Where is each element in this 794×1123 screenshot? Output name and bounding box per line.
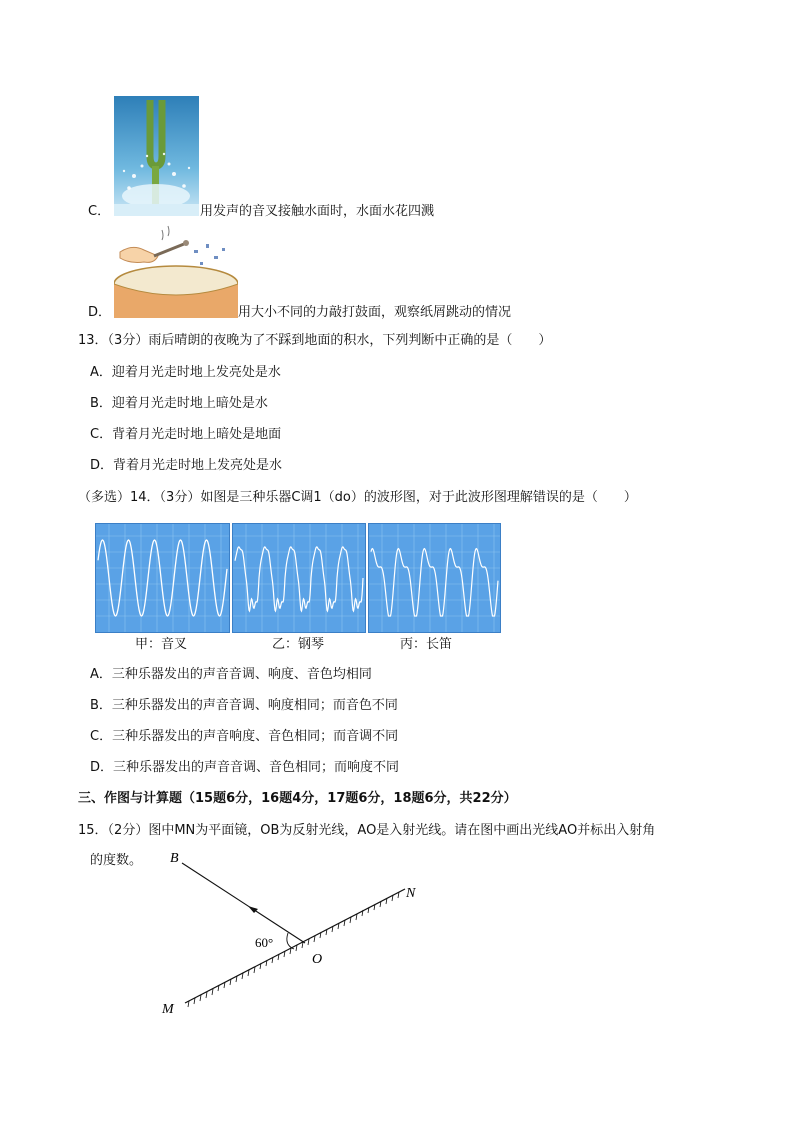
option-d-text: 用大小不同的力敲打鼓面，观察纸屑跳动的情况 [238,305,512,320]
caption-tuning-fork: 甲：音叉 [135,637,188,652]
question-14-option-d: D．三种乐器发出的声音音调、音色相同；而响度不同 [90,760,400,775]
question-15-stem-line-2: 的度数。 [90,853,143,868]
reflected-ray-ob [182,863,305,943]
tuning-fork-water-image [114,96,199,216]
label-n: N [406,886,416,901]
mirror-hatching [188,892,399,1007]
option-c-letter: C． [88,204,111,219]
label-b: B [170,851,179,866]
question-14-stem: （多选）14．（3分）如图是三种乐器C调1（do）的波形图，对于此波形图理解错误的是（ ） [78,490,637,505]
question-14-option-c: C．三种乐器发出的声音响度、音色相同；而音调不同 [90,729,399,744]
mirror-line [185,889,405,1003]
question-14-option-a: A．三种乐器发出的声音音调、响度、音色均相同 [90,667,372,682]
drum-paper-scraps-image [114,222,238,318]
option-c-text: 用发声的音叉接触水面时，水面水花四溅 [200,204,435,219]
caption-flute: 丙：长笛 [400,637,453,652]
waveform-piano [232,523,366,633]
question-15-stem-line-1: 15．（2分）图中MN为平面镜，OB为反射光线，AO是入射光线。请在图中画出光线AO并标出入射角 [78,823,656,838]
question-14-option-b: B．三种乐器发出的声音音调、响度相同；而音色不同 [90,698,398,713]
question-13-option-c: C．背着月光走时地上暗处是地面 [90,427,282,442]
question-13-stem: 13．（3分）雨后晴朗的夜晚为了不踩到地面的积水，下列判断中正确的是（ ） [78,333,552,348]
label-o: O [312,952,323,967]
question-13-option-b: B．迎着月光走时地上暗处是水 [90,396,268,411]
waveform-tuning-fork [95,523,230,633]
waveform-flute [368,523,501,633]
question-13-option-a: A．迎着月光走时地上发亮处是水 [90,365,281,380]
section-3-title: 三、作图与计算题（15题6分，16题4分，17题6分，18题6分，共22分） [78,791,517,806]
label-m: M [162,1002,174,1017]
option-d-letter: D． [88,305,112,320]
caption-piano: 乙：钢琴 [272,637,325,652]
question-13-option-d: D．背着月光走时地上发亮处是水 [90,458,283,473]
mirror-reflection-diagram [160,845,430,1025]
angle-label: 60° [255,935,274,950]
